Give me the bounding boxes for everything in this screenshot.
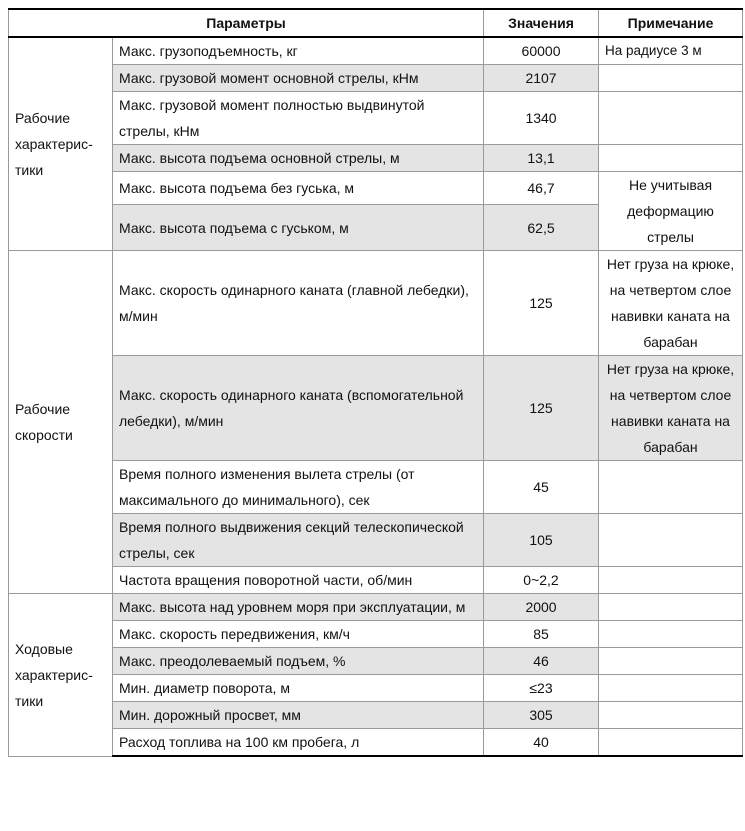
- group-label-working-characteristics: Рабочие характерис-тики: [9, 37, 113, 251]
- param-cell: Макс. высота подъема основной стрелы, м: [113, 145, 484, 172]
- table-row: [9, 92, 743, 145]
- table-row: [9, 621, 743, 648]
- note-cell: Нет груза на крюке, на четвертом слое навивки каната на барабан: [599, 251, 743, 356]
- param-cell: Макс. преодолеваемый подъем, %: [113, 648, 484, 675]
- value-cell: 2000: [484, 594, 599, 621]
- value-cell: 40: [484, 729, 599, 757]
- value-cell: 0~2,2: [484, 567, 599, 594]
- table-row: [9, 356, 743, 461]
- header-note: Примечание: [599, 9, 743, 37]
- value-cell: 305: [484, 702, 599, 729]
- table-row: [9, 37, 743, 65]
- value-cell: 13,1: [484, 145, 599, 172]
- table-row: [9, 251, 743, 356]
- note-cell: [599, 621, 743, 648]
- table-row: [9, 729, 743, 757]
- value-cell: 85: [484, 621, 599, 648]
- note-cell: [599, 675, 743, 702]
- note-cell: [599, 648, 743, 675]
- header-values: Значения: [484, 9, 599, 37]
- header-params: Параметры: [9, 9, 484, 37]
- param-cell: Макс. скорость передвижения, км/ч: [113, 621, 484, 648]
- value-cell: ≤23: [484, 675, 599, 702]
- value-cell: 45: [484, 461, 599, 514]
- param-cell: Макс. высота над уровнем моря при эксплуатации, м: [113, 594, 484, 621]
- note-cell: [599, 567, 743, 594]
- value-cell: 125: [484, 356, 599, 461]
- note-cell: Нет груза на крюке, на четвертом слое навивки каната на барабан: [599, 356, 743, 461]
- note-text: На радиусе 3 м: [605, 43, 702, 58]
- value-cell: 125: [484, 251, 599, 356]
- table-row: [9, 648, 743, 675]
- note-cell: [599, 92, 743, 145]
- value-cell: 1340: [484, 92, 599, 145]
- table-row: [9, 65, 743, 92]
- value-cell: 62,5: [484, 205, 599, 251]
- param-cell: Макс. скорость одинарного каната (вспомогательной лебедки), м/мин: [113, 356, 484, 461]
- param-cell: Макс. скорость одинарного каната (главной лебедки), м/мин: [113, 251, 484, 356]
- table-row: [9, 514, 743, 567]
- param-cell: Частота вращения поворотной части, об/мин: [113, 567, 484, 594]
- value-cell: 105: [484, 514, 599, 567]
- note-cell: [599, 594, 743, 621]
- note-cell: [599, 729, 743, 757]
- note-cell: [599, 461, 743, 514]
- param-cell: Макс. грузоподъемность, кг: [113, 37, 484, 65]
- param-cell: Мин. дорожный просвет, мм: [113, 702, 484, 729]
- table-row: [9, 702, 743, 729]
- value-cell: 46: [484, 648, 599, 675]
- note-cell: [599, 37, 743, 65]
- group-label-working-speeds: Рабочие скорости: [9, 251, 113, 594]
- param-cell: Время полного выдвижения секций телескопической стрелы, сек: [113, 514, 484, 567]
- note-cell: [599, 702, 743, 729]
- value-cell: 46,7: [484, 172, 599, 205]
- table-row: [9, 461, 743, 514]
- note-cell: Не учитывая деформацию стрелы: [599, 172, 743, 251]
- table-row: [9, 145, 743, 172]
- value-cell: 60000: [484, 37, 599, 65]
- table-row: [9, 675, 743, 702]
- note-cell: [599, 514, 743, 567]
- header-row: [9, 9, 743, 37]
- param-cell: Макс. грузовой момент полностью выдвинутой стрелы, кНм: [113, 92, 484, 145]
- param-cell: Время полного изменения вылета стрелы (от максимального до минимального), сек: [113, 461, 484, 514]
- note-cell: [599, 145, 743, 172]
- param-cell: Мин. диаметр поворота, м: [113, 675, 484, 702]
- param-cell: Макс. грузовой момент основной стрелы, кНм: [113, 65, 484, 92]
- table-row: [9, 567, 743, 594]
- specifications-table: [8, 8, 743, 757]
- param-cell: Макс. высота подъема с гуськом, м: [113, 205, 484, 251]
- group-label-travel-characteristics: Ходовые характерис-тики: [9, 594, 113, 757]
- param-cell: Макс. высота подъема без гуська, м: [113, 172, 484, 205]
- note-cell: [599, 65, 743, 92]
- table-row: [9, 172, 743, 205]
- value-cell: 2107: [484, 65, 599, 92]
- table-row: [9, 594, 743, 621]
- param-cell: Расход топлива на 100 км пробега, л: [113, 729, 484, 757]
